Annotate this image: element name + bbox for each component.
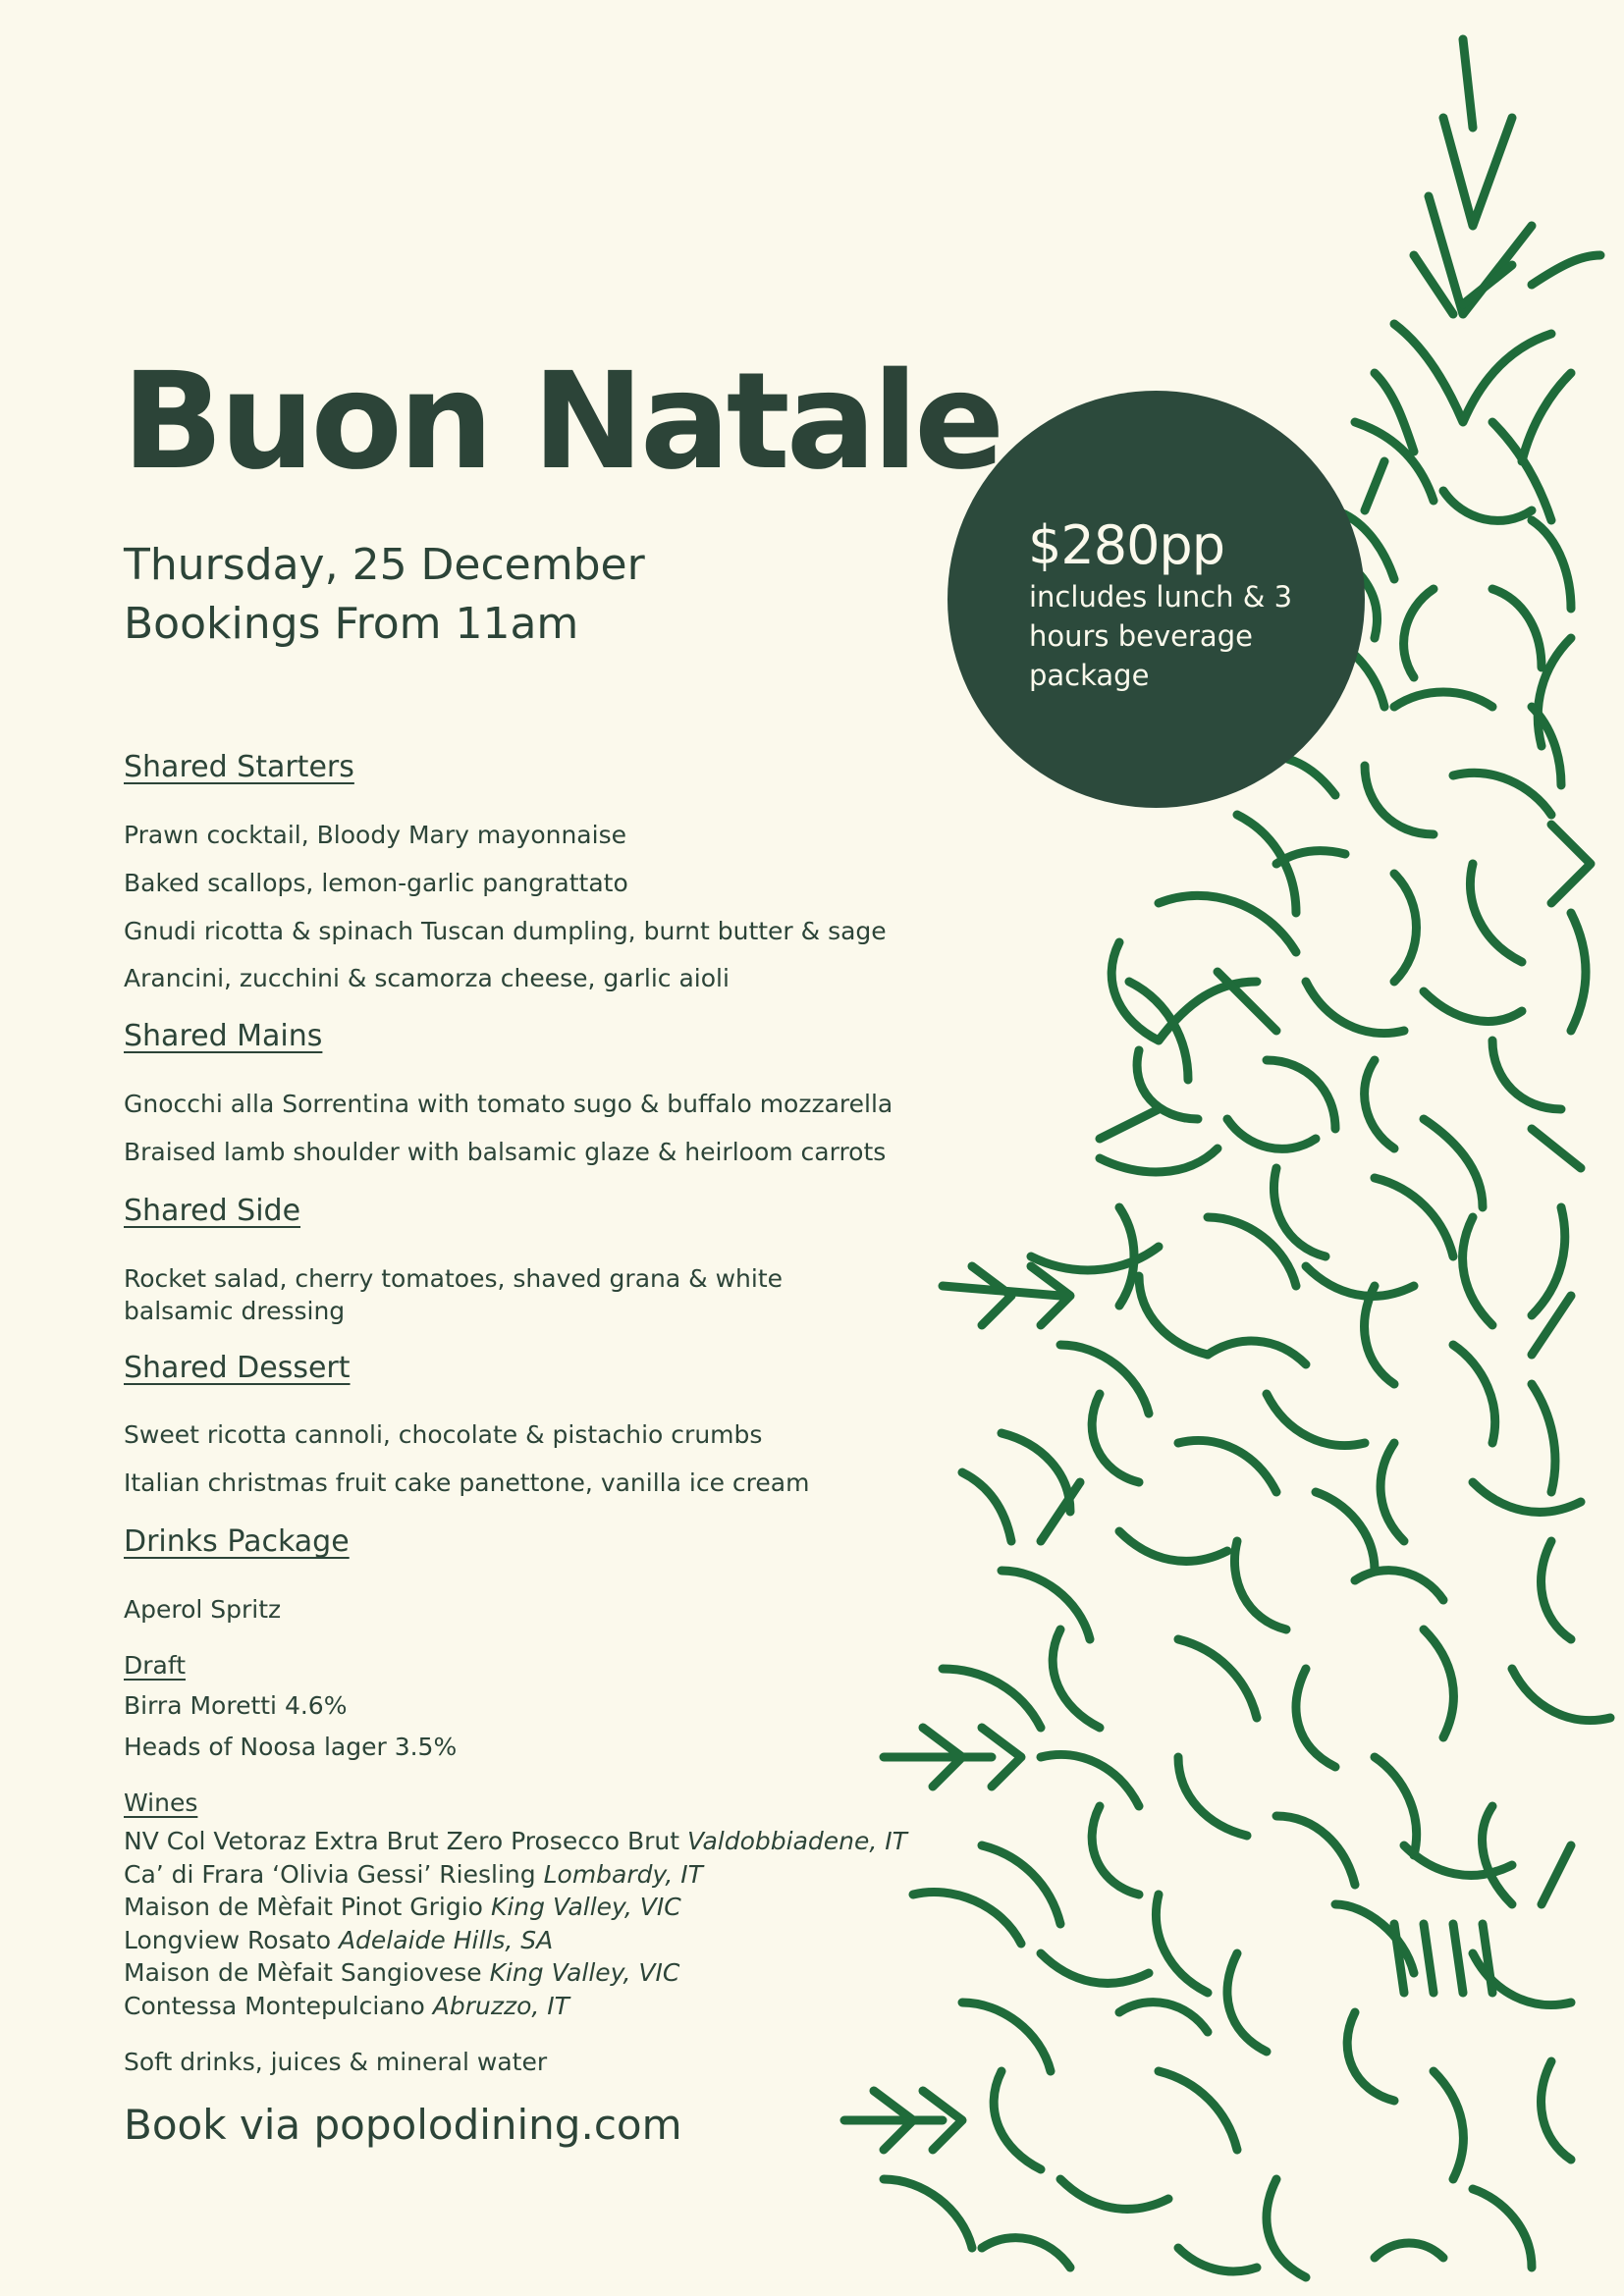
drink-item: Aperol Spritz — [124, 1595, 282, 1624]
event-date: Thursday, 25 December — [124, 540, 645, 590]
event-details — [124, 536, 645, 654]
drink-item: Birra Moretti 4.6% — [124, 1691, 348, 1720]
menu-item: Arancini, zucchini & scamorza cheese, garlic aioli — [124, 964, 730, 992]
menu-item: Gnudi ricotta & spinach Tuscan dumpling, burnt butter & sage — [124, 917, 887, 945]
booking-time: Bookings From 11am — [124, 599, 579, 649]
section-heading-side: Shared Side — [124, 1194, 301, 1228]
subheading-wines: Wines — [124, 1789, 198, 1817]
drink-item: Heads of Noosa lager 3.5% — [124, 1733, 458, 1761]
menu-item: Sweet ricotta cannoli, chocolate & pistachio crumbs — [124, 1420, 763, 1449]
wine-item: Maison de Mèfait Sangiovese King Valley, VIC — [124, 1958, 680, 1987]
menu-item: Gnocchi alla Sorrentina with tomato sugo & buffalo mozzarella — [124, 1090, 893, 1118]
price-note: includes lunch & 3 hours beverage package — [1029, 580, 1293, 692]
wine-item: Ca’ di Frara ‘Olivia Gessi’ Riesling Lombardy, IT — [124, 1859, 703, 1889]
subheading-draft: Draft — [124, 1651, 187, 1680]
page-title: Buon Natale — [122, 345, 1001, 500]
price: $280pp — [1028, 514, 1224, 576]
wine-item: Contessa Montepulciano Abruzzo, IT — [124, 1991, 569, 2020]
wine-item: NV Col Vetoraz Extra Brut Zero Prosecco Brut Valdobbiadene, IT — [124, 1827, 907, 1855]
menu-item: Braised lamb shoulder with balsamic glaze & heirloom carrots — [124, 1138, 887, 1166]
section-heading-mains: Shared Mains — [124, 1019, 323, 1053]
section-heading-dessert: Shared Dessert — [124, 1351, 351, 1385]
wine-item: Maison de Mèfait Pinot Grigio King Valley, VIC — [124, 1893, 681, 1921]
wine-item: Longview Rosato Adelaide Hills, SA — [124, 1925, 554, 1954]
wine-list — [124, 1825, 907, 2022]
menu-item: Prawn cocktail, Bloody Mary mayonnaise — [124, 821, 626, 849]
drink-item: Soft drinks, juices & mineral water — [124, 2048, 548, 2076]
price-badge — [947, 391, 1365, 808]
menu-item: Baked scallops, lemon-garlic pangrattato — [124, 869, 628, 897]
booking-link[interactable]: Book via popolodining.com — [124, 2101, 682, 2149]
section-heading-starters: Shared Starters — [124, 750, 354, 784]
menu-item: Italian christmas fruit cake panettone, vanilla ice cream — [124, 1468, 810, 1497]
menu-item: Rocket salad, cherry tomatoes, shaved grana & white balsamic dressing — [124, 1264, 783, 1325]
section-heading-drinks: Drinks Package — [124, 1524, 350, 1559]
